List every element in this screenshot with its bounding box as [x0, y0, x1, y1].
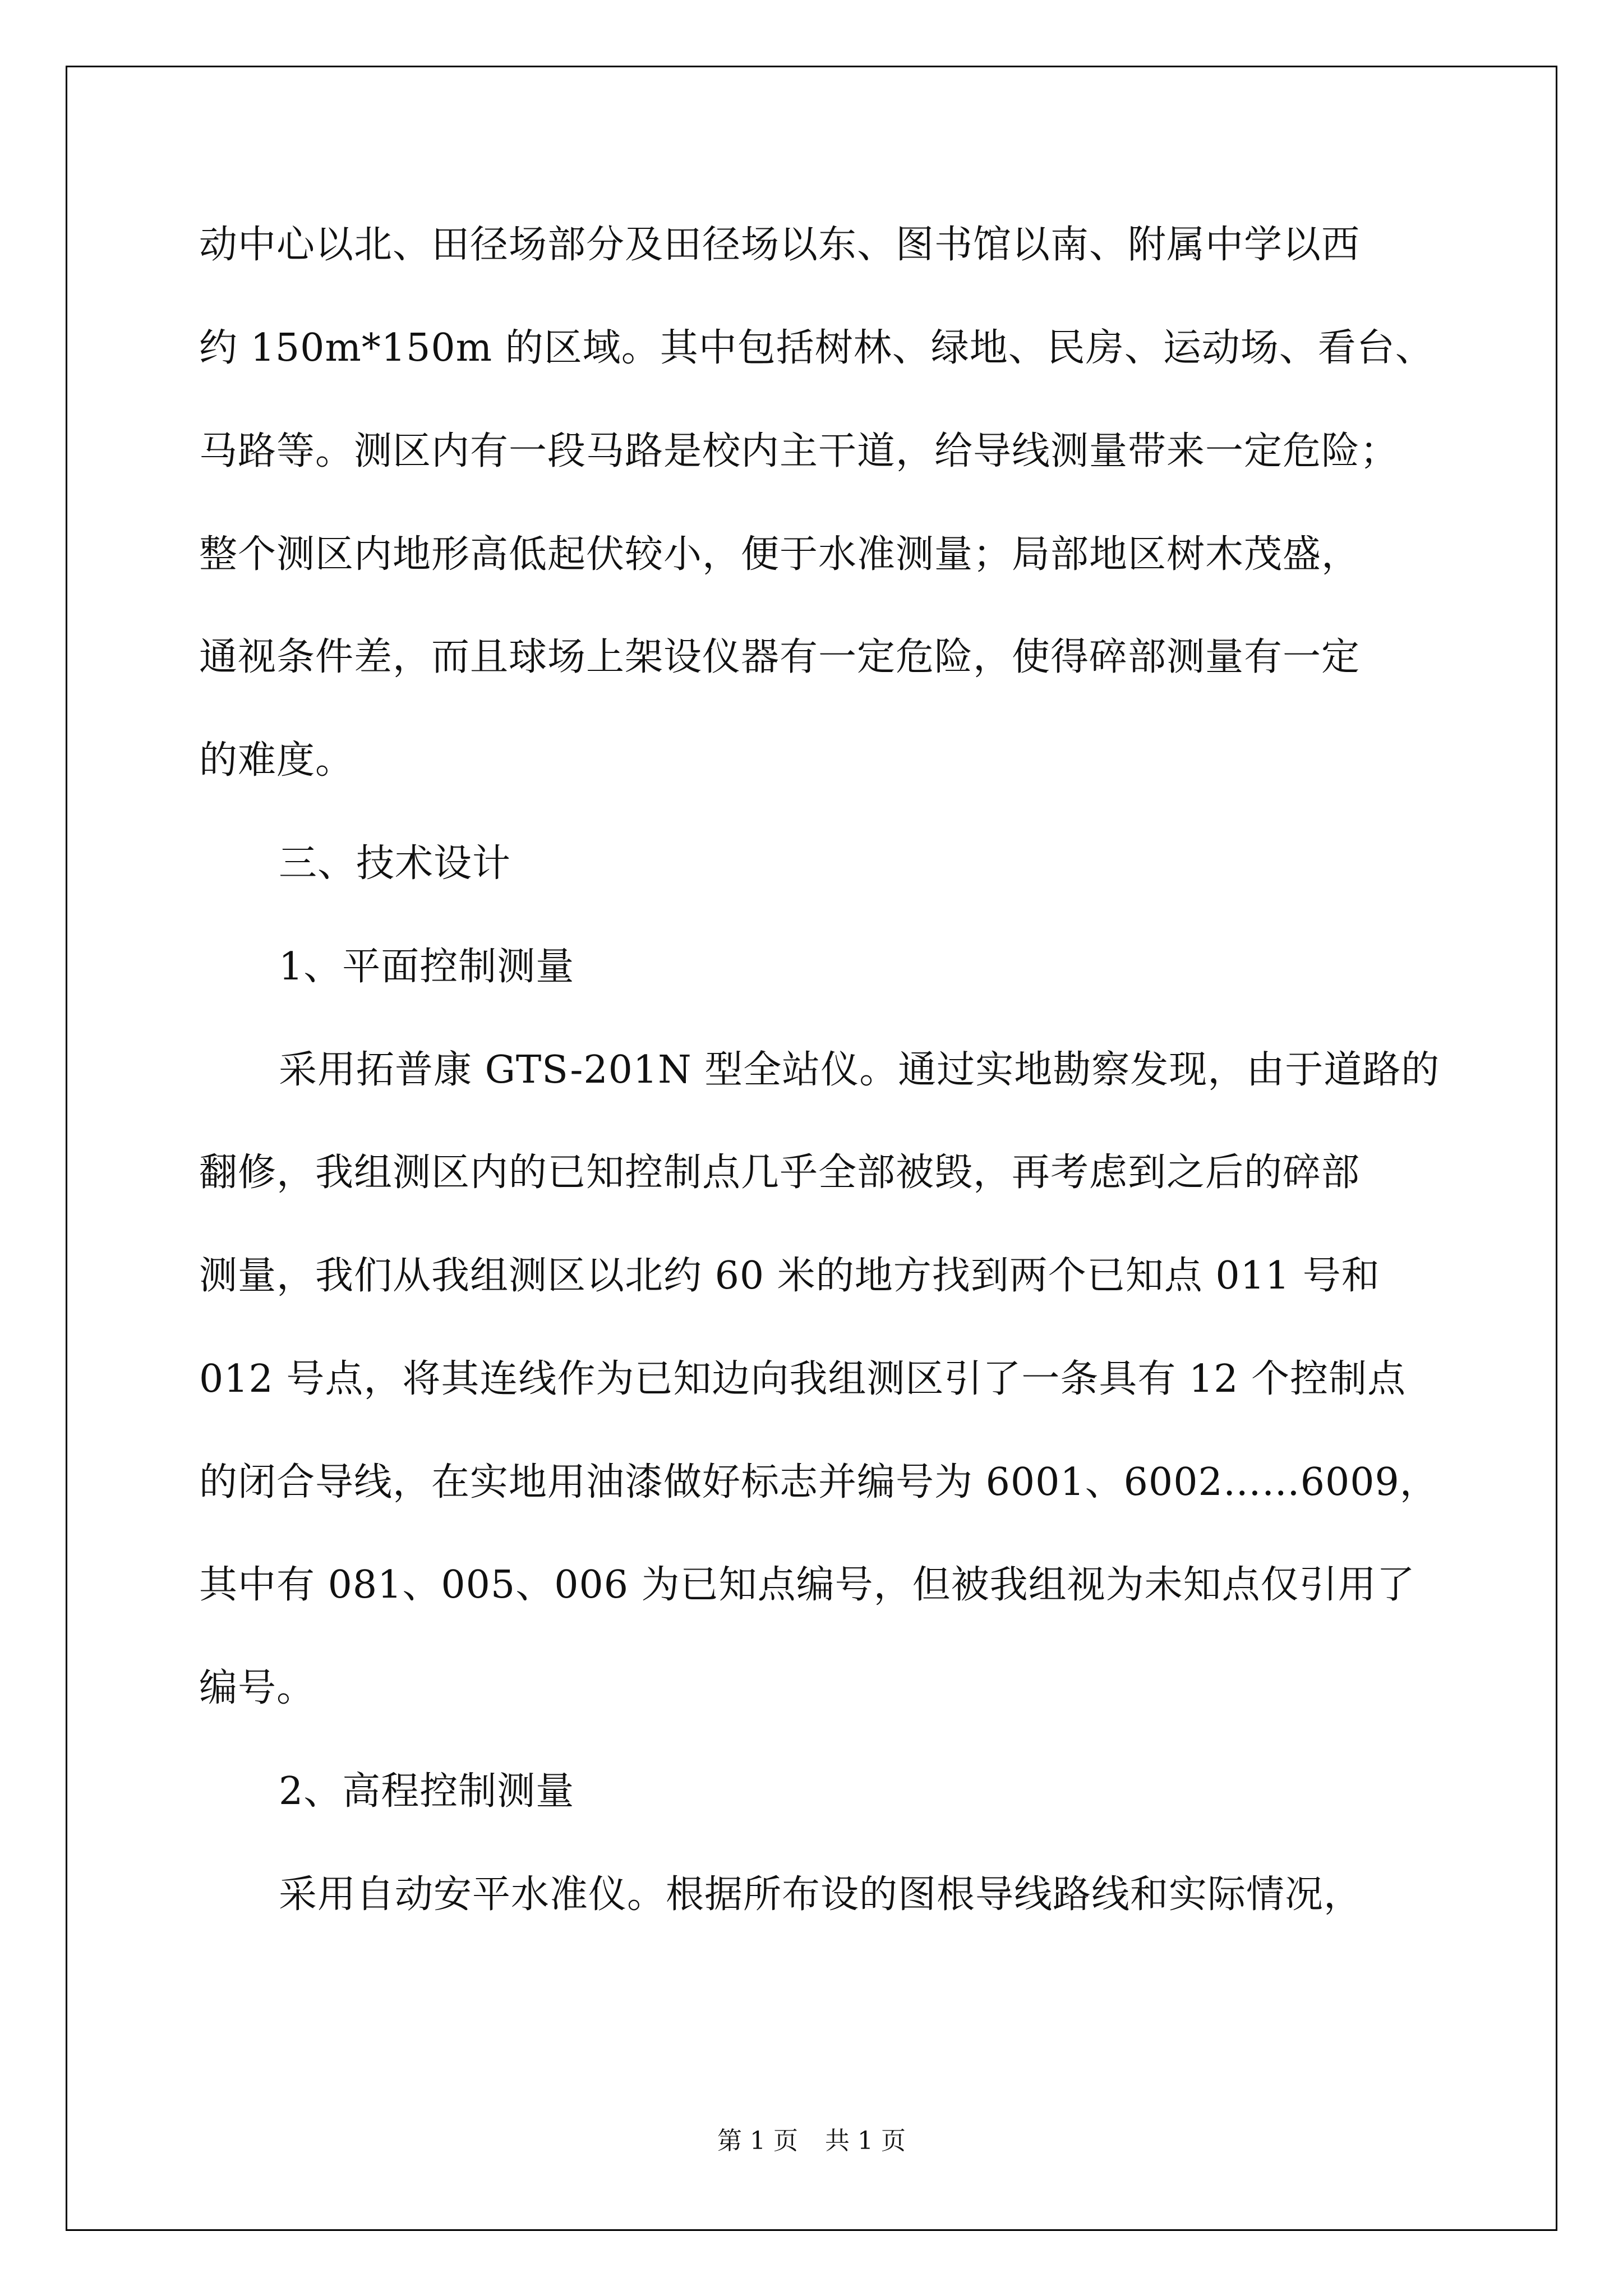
paragraph-1-line-4: 整个测区内地形高低起伏较小，便于水准测量；局部地区树木茂盛，: [199, 532, 1361, 577]
paragraph-2-line-2: 翻修，我组测区内的已知控制点几乎全部被毁，再考虑到之后的碎部: [199, 1151, 1361, 1195]
paragraph-1-line-6: 的难度。: [199, 738, 354, 783]
paragraph-2-line-7: 编号。: [199, 1666, 316, 1710]
page-total: 共 1 页: [825, 2127, 906, 2155]
paragraph-3-line-1: 采用自动安平水准仪。根据所布设的图根导线路线和实际情况，: [279, 1872, 1363, 1917]
paragraph-1-line-1: 动中心以北、田径场部分及田径场以东、图书馆以南、附属中学以西: [199, 223, 1361, 267]
page-footer: [0, 2129, 1623, 2154]
paragraph-2-line-4: 012 号点，将其连线作为已知边向我组测区引了一条具有 12 个控制点: [199, 1357, 1407, 1401]
paragraph-2-line-6: 其中有 081、005、006 为已知点编号，但被我组视为未知点仅引用了: [199, 1563, 1415, 1607]
subheading-plane-control: 1、平面控制测量: [279, 945, 575, 989]
paragraph-2-line-1: 采用拓普康 GTS-201N 型全站仪。通过实地勘察发现，由于道路的: [279, 1048, 1440, 1092]
paragraph-2-line-3: 测量，我们从我组测区以北约 60 米的地方找到两个已知点 011 号和: [199, 1254, 1380, 1298]
subheading-elevation-control: 2、高程控制测量: [279, 1769, 575, 1814]
paragraph-1-line-2: 约 150m*150m 的区域。其中包括树林、绿地、民房、运动场、看台、: [199, 326, 1434, 370]
page-number: 第 1 页: [717, 2127, 798, 2155]
paragraph-2-line-5: 的闭合导线，在实地用油漆做好标志并编号为 6001、6002……6009，: [199, 1460, 1438, 1504]
paragraph-1-line-3: 马路等。测区内有一段马路是校内主干道，给导线测量带来一定危险；: [199, 429, 1399, 473]
paragraph-1-line-5: 通视条件差，而且球场上架设仪器有一定危险，使得碎部测量有一定: [199, 635, 1361, 679]
section-heading: 三、技术设计: [279, 841, 511, 886]
